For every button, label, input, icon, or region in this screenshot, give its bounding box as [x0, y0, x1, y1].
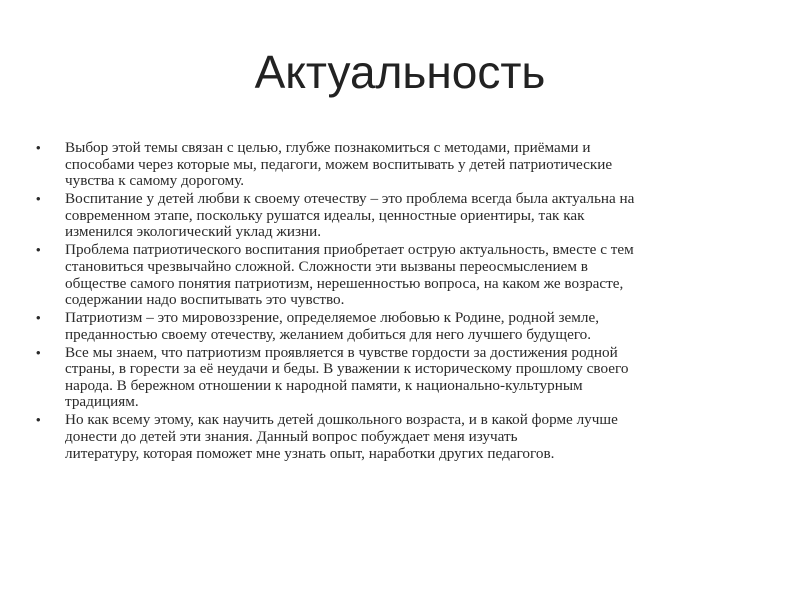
bullet-text-line: способами через которые мы, педагоги, можем воспитывать у детей патриотические	[65, 155, 613, 173]
bullet-item	[36, 345, 736, 411]
bullet-text-line: Выбор этой темы связан с целью, глубже познакомиться с методами, приёмами и	[65, 139, 591, 156]
bullet-text-line: литературу, которая поможет мне узнать опыт, наработки других педагогов.	[65, 444, 555, 462]
bullet-dot-icon: •	[36, 412, 41, 428]
bullet-item	[36, 412, 736, 462]
bullet-text-line: Патриотизм – это мировоззрение, определяемое любовью к Родине, родной земле,	[65, 309, 599, 327]
bullet-text-line: Воспитание у детей любви к своему отечеству – это проблема всегда была актуальна на	[65, 190, 635, 208]
bullet-dot-icon: •	[36, 242, 41, 258]
bullet-dot-icon: •	[36, 344, 41, 360]
bullet-item	[36, 310, 736, 343]
bullet-text-line: традициям.	[65, 393, 139, 411]
bullet-text-line: становиться чрезвычайно сложной. Сложности эти вызваны переосмыслением в	[65, 257, 588, 275]
bullet-dot-icon: •	[36, 310, 41, 326]
bullet-text-line: Все мы знаем, что патриотизм проявляется в чувстве гордости за достижения родной	[65, 343, 618, 361]
bullet-text-line: донести до детей эти знания. Данный вопрос побуждает меня изучать	[65, 428, 518, 446]
bullet-text-line: Но как всему этому, как научить детей дошкольного возраста, и в какой форме лучше	[65, 411, 618, 429]
bullet-item	[36, 242, 736, 308]
bullet-dot-icon: •	[36, 140, 41, 155]
bullet-dot-icon: •	[36, 191, 41, 207]
bullet-list	[36, 140, 736, 464]
bullet-text-line: современном этапе, поскольку рушатся идеалы, ценностные ориентиры, так как	[65, 206, 585, 224]
bullet-text-line: чувства к самому дорогому.	[65, 172, 245, 190]
bullet-text-line: Проблема патриотического воспитания приобретает острую актуальность, вместе с тем	[65, 241, 634, 259]
bullet-text-line: страны, в горести за её неудачи и беды. В уважении к историческому прошлому своего	[65, 360, 629, 378]
bullet-item	[36, 140, 736, 190]
bullet-text-line: преданностью своему отечеству, желанием добиться для него лучшего будущего.	[65, 325, 592, 343]
bullet-item	[36, 191, 736, 241]
bullet-text-line: изменился экологический уклад жизни.	[65, 223, 322, 241]
slide-title: Актуальность	[254, 46, 546, 98]
bullet-text-line: содержании надо воспитывать это чувство.	[65, 291, 345, 309]
bullet-text-line: народа. В бережном отношении к народной памяти, к национально-культурным	[65, 376, 583, 394]
bullet-text-line: обществе самого понятия патриотизм, нерешенностью вопроса, на каком же возрасте,	[65, 274, 624, 292]
